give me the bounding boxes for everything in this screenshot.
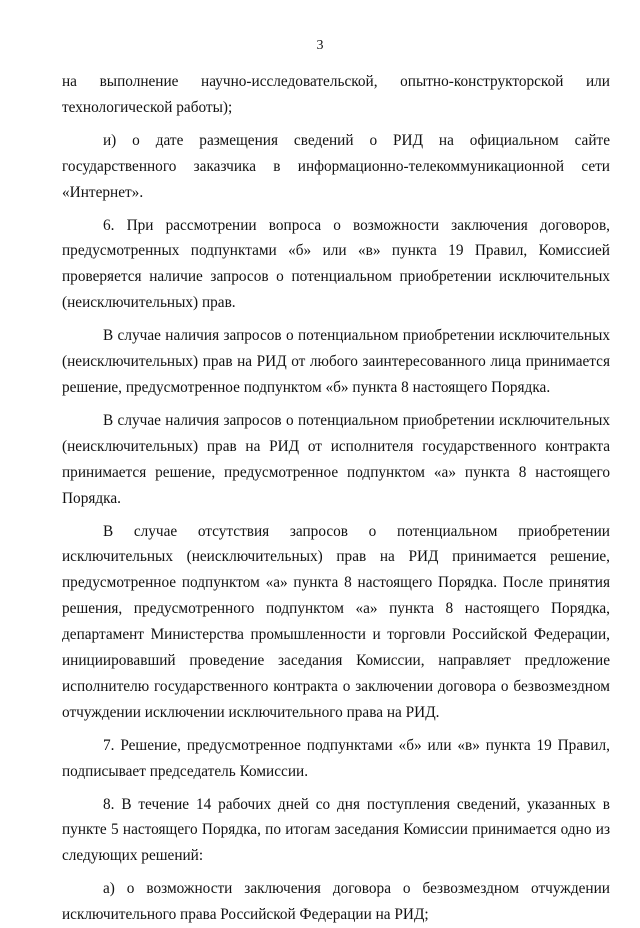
paragraph-item-a: а) о возможности заключения договора о безвозмездном отчуждении исключительного права Российской Федерации на РИД; <box>62 880 610 924</box>
paragraph-any-party-requests: В случае наличия запросов о потенциальном приобретении исключительных (неисключительных) прав на РИД от любого заинтересованного лица принимается решение, предусмотренное подпунктом «б» пункта 8 настоящего Порядка. <box>62 327 610 396</box>
paragraph-clause-6: 6. При рассмотрении вопроса о возможности заключения договоров, предусмотренных подпунктами «б» или «в» пункта 19 Правил, Комиссией проверяется наличие запросов о потенциальном приобретении исключительных (неисключительных) прав. <box>62 216 610 312</box>
paragraph-contractor-requests: В случае наличия запросов о потенциальном приобретении исключительных (неисключительных) прав на РИД от исполнителя государственного контракта принимается решение, предусмотренное подпунктом «а» пункта 8 настоящего Порядка. <box>62 411 610 507</box>
paragraph-clause-8: 8. В течение 14 рабочих дней со дня поступления сведений, указанных в пункте 5 настоящего Порядка, по итогам заседания Комиссии принимается одно из следующих решений: <box>62 795 610 865</box>
paragraph-item-i: и) о дате размещения сведений о РИД на официальном сайте государственного заказчика в информационно-телекоммуникационной сети «Интернет». <box>62 131 610 201</box>
page-number: 3 <box>316 38 324 53</box>
document-body <box>62 69 610 928</box>
paragraph-continuation: на выполнение научно-исследовательской, опытно-конструкторской или технологической работы); <box>62 73 610 116</box>
paragraph-clause-7: 7. Решение, предусмотренное подпунктами «б» или «в» пункта 19 Правил, подписывает председатель Комиссии. <box>62 736 610 780</box>
paragraph-no-requests: В случае отсутствия запросов о потенциальном приобретении исключительных (неисключительных) прав на РИД принимается решение, предусмотренное подпунктом «а» пункта 8 настоящего Порядка. После принятия решения, предусмотренного подпунктом «а» пункта 8 настоящего Порядка, департамент Министерства промышленности и торговли Российской Федерации, инициировавший проведение заседания Комиссии, направляет предложение исполнителю государственного контракта о заключении договора о безвозмездном отчуждении исключении исключительного права на РИД. <box>62 522 610 721</box>
